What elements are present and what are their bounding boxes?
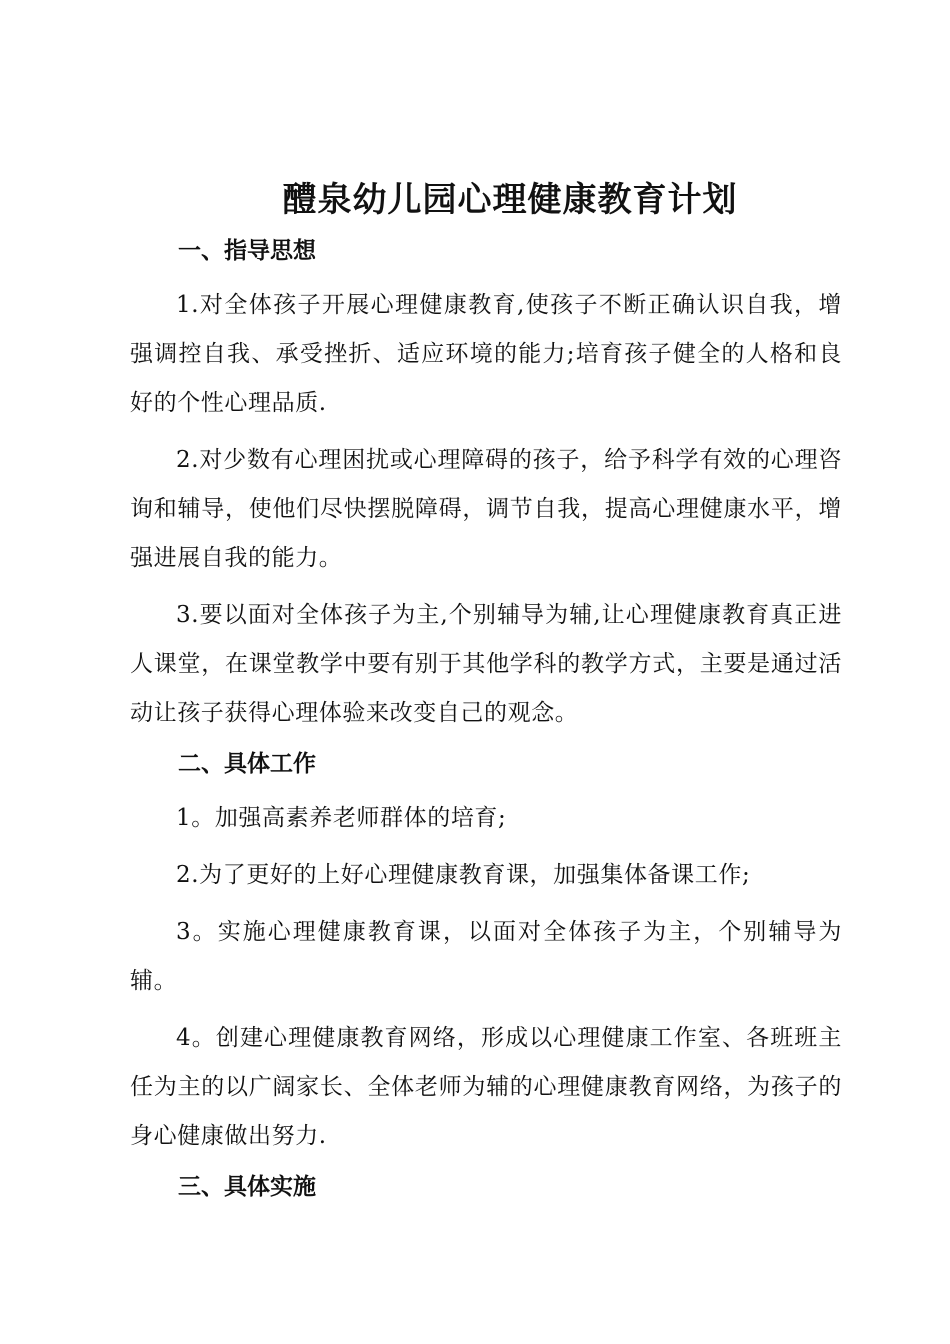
paragraph: 2.为了更好的上好心理健康教育课，加强集体备课工作; [176,862,751,888]
paragraph: 3。实施心理健康教育课，以面对全体孩子为主，个别辅导为辅。 [130,919,842,994]
section-heading: 二、具体工作 [178,751,316,777]
section-heading: 一、指导思想 [178,238,316,264]
document-title: 醴泉幼儿园心理健康教育计划 [282,180,738,220]
section-guiding-ideology [130,233,842,738]
section-heading: 三、具体实施 [178,1174,316,1200]
document-page [130,175,842,1217]
section-implementation [130,1169,842,1205]
paragraph: 1。加强高素养老师群体的培育; [176,805,507,831]
paragraph: 1.对全体孩子开展心理健康教育,使孩子不断正确认识自我，增强调控自我、承受挫折、适应环境的能力;培育孩子健全的人格和良好的个性心理品质. [130,292,842,416]
paragraph: 3.要以面对全体孩子为主,个别辅导为辅,让心理健康教育真正进人课堂，在课堂教学中要有别于其他学科的教学方式，主要是通过活动让孩子获得心理体验来改变自己的观念。 [130,602,842,726]
paragraph: 2.对少数有心理困扰或心理障碍的孩子，给予科学有效的心理咨询和辅导，使他们尽快摆脱障碍，调节自我，提高心理健康水平，增强进展自我的能力。 [130,447,842,571]
paragraph: 4。创建心理健康教育网络，形成以心理健康工作室、各班班主任为主的以广阔家长、全体老师为辅的心理健康教育网络，为孩子的身心健康做出努力. [130,1025,842,1149]
section-specific-work [130,746,842,1161]
